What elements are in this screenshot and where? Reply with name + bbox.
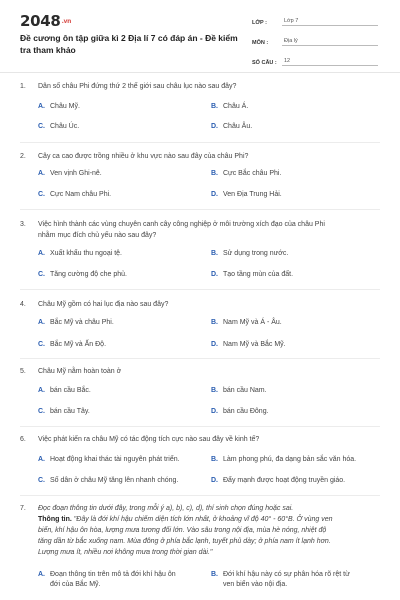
question-number: 7. <box>20 505 26 512</box>
question-separator <box>20 495 380 496</box>
option-5d[interactable] <box>211 407 269 417</box>
option-text: Làm phong phú, đa dạng bản sắc văn hóa. <box>223 456 357 463</box>
option-text: Châu Úc. <box>50 123 80 130</box>
option-letter: B. <box>211 456 218 463</box>
option-6b[interactable] <box>211 455 356 465</box>
question-text-line-2: nhằm mục đích chủ yếu nào sau đây? <box>38 232 157 239</box>
option-6d[interactable] <box>211 476 345 486</box>
passage-line-1 <box>38 514 378 525</box>
option-text: Sử dụng trong nước. <box>223 250 289 257</box>
option-1a[interactable] <box>38 102 80 112</box>
option-letter: D. <box>211 123 218 130</box>
option-4b[interactable] <box>211 318 282 328</box>
logo-brand: 2048 <box>20 12 61 30</box>
option-text: Châu Âu. <box>223 123 253 130</box>
option-text: bán cầu Tây. <box>50 408 90 415</box>
option-text: Xuất khẩu thu ngoại tệ. <box>50 250 122 257</box>
question-text: Việc phát kiến ra châu Mỹ có tác động tích cực nào sau đây về kinh tế? <box>38 436 260 443</box>
document-title: Đề cương ôn tập giữa kì 2 Địa lí 7 có đáp án - Đề kiểm tra tham khảo <box>20 33 238 55</box>
option-4a[interactable] <box>38 318 114 328</box>
option-letter: A. <box>38 456 45 463</box>
option-text: Cực Nam châu Phi. <box>50 191 112 198</box>
option-letter: C. <box>38 191 45 198</box>
question-separator <box>20 209 380 210</box>
option-text: Ven vịnh Ghi-nê. <box>50 170 102 177</box>
question-separator <box>20 142 380 143</box>
question-text: Cây ca cao được trồng nhiều ở khu vực nào sau đây của châu Phi? <box>38 153 249 160</box>
option-5b[interactable] <box>211 386 267 396</box>
option-5a[interactable] <box>38 386 91 396</box>
question-number: 1. <box>20 83 26 90</box>
option-letter: B. <box>211 170 218 177</box>
option-text: Tăng cường độ che phủ. <box>50 271 127 278</box>
option-1b[interactable] <box>211 102 248 112</box>
option-text-line-2: đới của Bắc Mỹ. <box>50 581 101 588</box>
meta-class-label: LỚP : <box>252 20 267 26</box>
meta-class-value: Lớp 7 <box>282 18 378 26</box>
option-text: Nam Mỹ và Á - Âu. <box>223 319 282 326</box>
option-1c[interactable] <box>38 122 79 132</box>
option-3d[interactable] <box>211 270 293 280</box>
option-text-wrap <box>50 570 176 590</box>
option-letter: C. <box>38 477 45 484</box>
passage-line-4: Lượng mưa ít, nhiều nơi không mưa trong thời gian dài." <box>38 549 213 556</box>
meta-count-label: SỐ CÂU : <box>252 60 277 66</box>
question-number: 4. <box>20 301 26 308</box>
option-letter: A. <box>38 319 45 326</box>
option-letter: A. <box>38 387 45 394</box>
document-header <box>0 0 400 72</box>
option-text: Bắc Mỹ và Ấn Độ. <box>50 341 107 348</box>
reading-passage <box>38 514 378 558</box>
option-5c[interactable] <box>38 407 90 417</box>
question-text-line-1: Việc hình thành các vùng chuyên canh cây công nghiệp ở môi trường xích đạo của châu Phi <box>38 221 325 228</box>
question-separator <box>20 358 380 359</box>
option-2c[interactable] <box>38 190 111 200</box>
question-text: Dân số châu Phi đứng thứ 2 thế giới sau châu lục nào sau đây? <box>38 83 237 90</box>
question-separator <box>20 289 380 290</box>
meta-class-row <box>252 12 378 26</box>
option-letter: B. <box>211 319 218 326</box>
option-3c[interactable] <box>38 270 127 280</box>
option-text: bán cầu Bắc. <box>50 387 91 394</box>
option-text: bán cầu Nam. <box>223 387 267 394</box>
option-letter: C. <box>38 123 45 130</box>
option-text: Bắc Mỹ và châu Phi. <box>50 319 114 326</box>
option-text: Đẩy mạnh được hoạt động truyền giáo. <box>223 477 346 484</box>
option-letter: C. <box>38 271 45 278</box>
meta-subject-label: MÔN : <box>252 40 269 46</box>
question-text: Đọc đoạn thông tin dưới đây, trong mỗi ý a), b), c), d), thí sinh chọn đúng hoặc sai. <box>38 505 294 512</box>
logo-suffix: .vn <box>61 18 72 25</box>
option-4d[interactable] <box>211 340 286 350</box>
option-text-wrap <box>223 570 350 590</box>
option-text: Cực Bắc châu Phi. <box>223 170 282 177</box>
option-letter: D. <box>211 408 218 415</box>
question-separator <box>20 426 380 427</box>
header-divider <box>0 72 400 73</box>
question-number: 3. <box>20 221 26 228</box>
option-letter: A. <box>38 571 45 578</box>
option-2a[interactable] <box>38 169 102 179</box>
option-7a[interactable] <box>38 570 176 590</box>
option-3b[interactable] <box>211 249 288 259</box>
question-text: Châu Mỹ gồm có hai lục địa nào sau đây? <box>38 301 169 308</box>
option-text: bán cầu Đông. <box>223 408 269 415</box>
option-letter: B. <box>211 103 218 110</box>
meta-subject-row <box>252 32 378 46</box>
document-meta <box>252 12 378 72</box>
option-text: Châu Á. <box>223 103 249 110</box>
option-letter: C. <box>38 341 45 348</box>
option-text: Ven Địa Trung Hải. <box>223 191 282 198</box>
option-letter: A. <box>38 250 45 257</box>
option-letter: C. <box>38 408 45 415</box>
option-text: Hoạt động khai thác tài nguyên phát triển. <box>50 456 180 463</box>
meta-count-value: 12 <box>282 58 378 66</box>
question-number: 6. <box>20 436 26 443</box>
site-logo[interactable] <box>20 12 71 30</box>
meta-subject-value: Địa lý <box>282 38 378 46</box>
option-letter: D. <box>211 191 218 198</box>
option-6c[interactable] <box>38 476 178 486</box>
option-letter: B. <box>211 571 218 578</box>
option-letter: D. <box>211 477 218 484</box>
question-text: Châu Mỹ nằm hoàn toàn ở <box>38 368 122 375</box>
option-letter: D. <box>211 341 218 348</box>
option-letter: B. <box>211 387 218 394</box>
meta-count-row <box>252 52 378 66</box>
option-1d[interactable] <box>211 122 252 132</box>
option-letter: B. <box>211 250 218 257</box>
passage-line-3: tăng dần từ bắc xuống nam. Mùa đông ở phía bắc lạnh, tuyết phủ dày; ở phía nam ít lạnh hơn. <box>38 538 331 545</box>
option-4c[interactable] <box>38 340 106 350</box>
passage-text-1: "Đây là đới khí hậu chiếm diện tích lớn nhất, ở khoảng vĩ độ 40° - 60°B. Ở vùng ven <box>73 516 333 523</box>
option-2d[interactable] <box>211 190 282 200</box>
option-text-line-1: Đới khí hậu này có sự phân hóa rõ rệt từ <box>223 571 350 578</box>
option-7b[interactable] <box>211 570 350 590</box>
passage-label: Thông tin. <box>38 516 72 523</box>
option-text: Số dân ở châu Mỹ tăng lên nhanh chóng. <box>50 477 179 484</box>
option-2b[interactable] <box>211 169 281 179</box>
question-number: 5. <box>20 368 26 375</box>
option-text-line-1: Đoạn thông tin trên mô tả đới khí hậu ôn <box>50 571 176 578</box>
passage-line-2: biển, khí hậu ôn hòa, lượng mưa tương đối lớn. Vào sâu trong nội địa, mùa hè nóng, nhiệt độ <box>38 527 327 534</box>
option-3a[interactable] <box>38 249 122 259</box>
option-letter: D. <box>211 271 218 278</box>
option-text: Nam Mỹ và Bắc Mỹ. <box>223 341 286 348</box>
option-text-line-2: ven biển vào nội địa. <box>223 581 288 588</box>
option-letter: A. <box>38 170 45 177</box>
option-text: Tạo tầng mùn của đất. <box>223 271 294 278</box>
option-6a[interactable] <box>38 455 180 465</box>
option-text: Châu Mỹ. <box>50 103 80 110</box>
question-number: 2. <box>20 153 26 160</box>
option-letter: A. <box>38 103 45 110</box>
